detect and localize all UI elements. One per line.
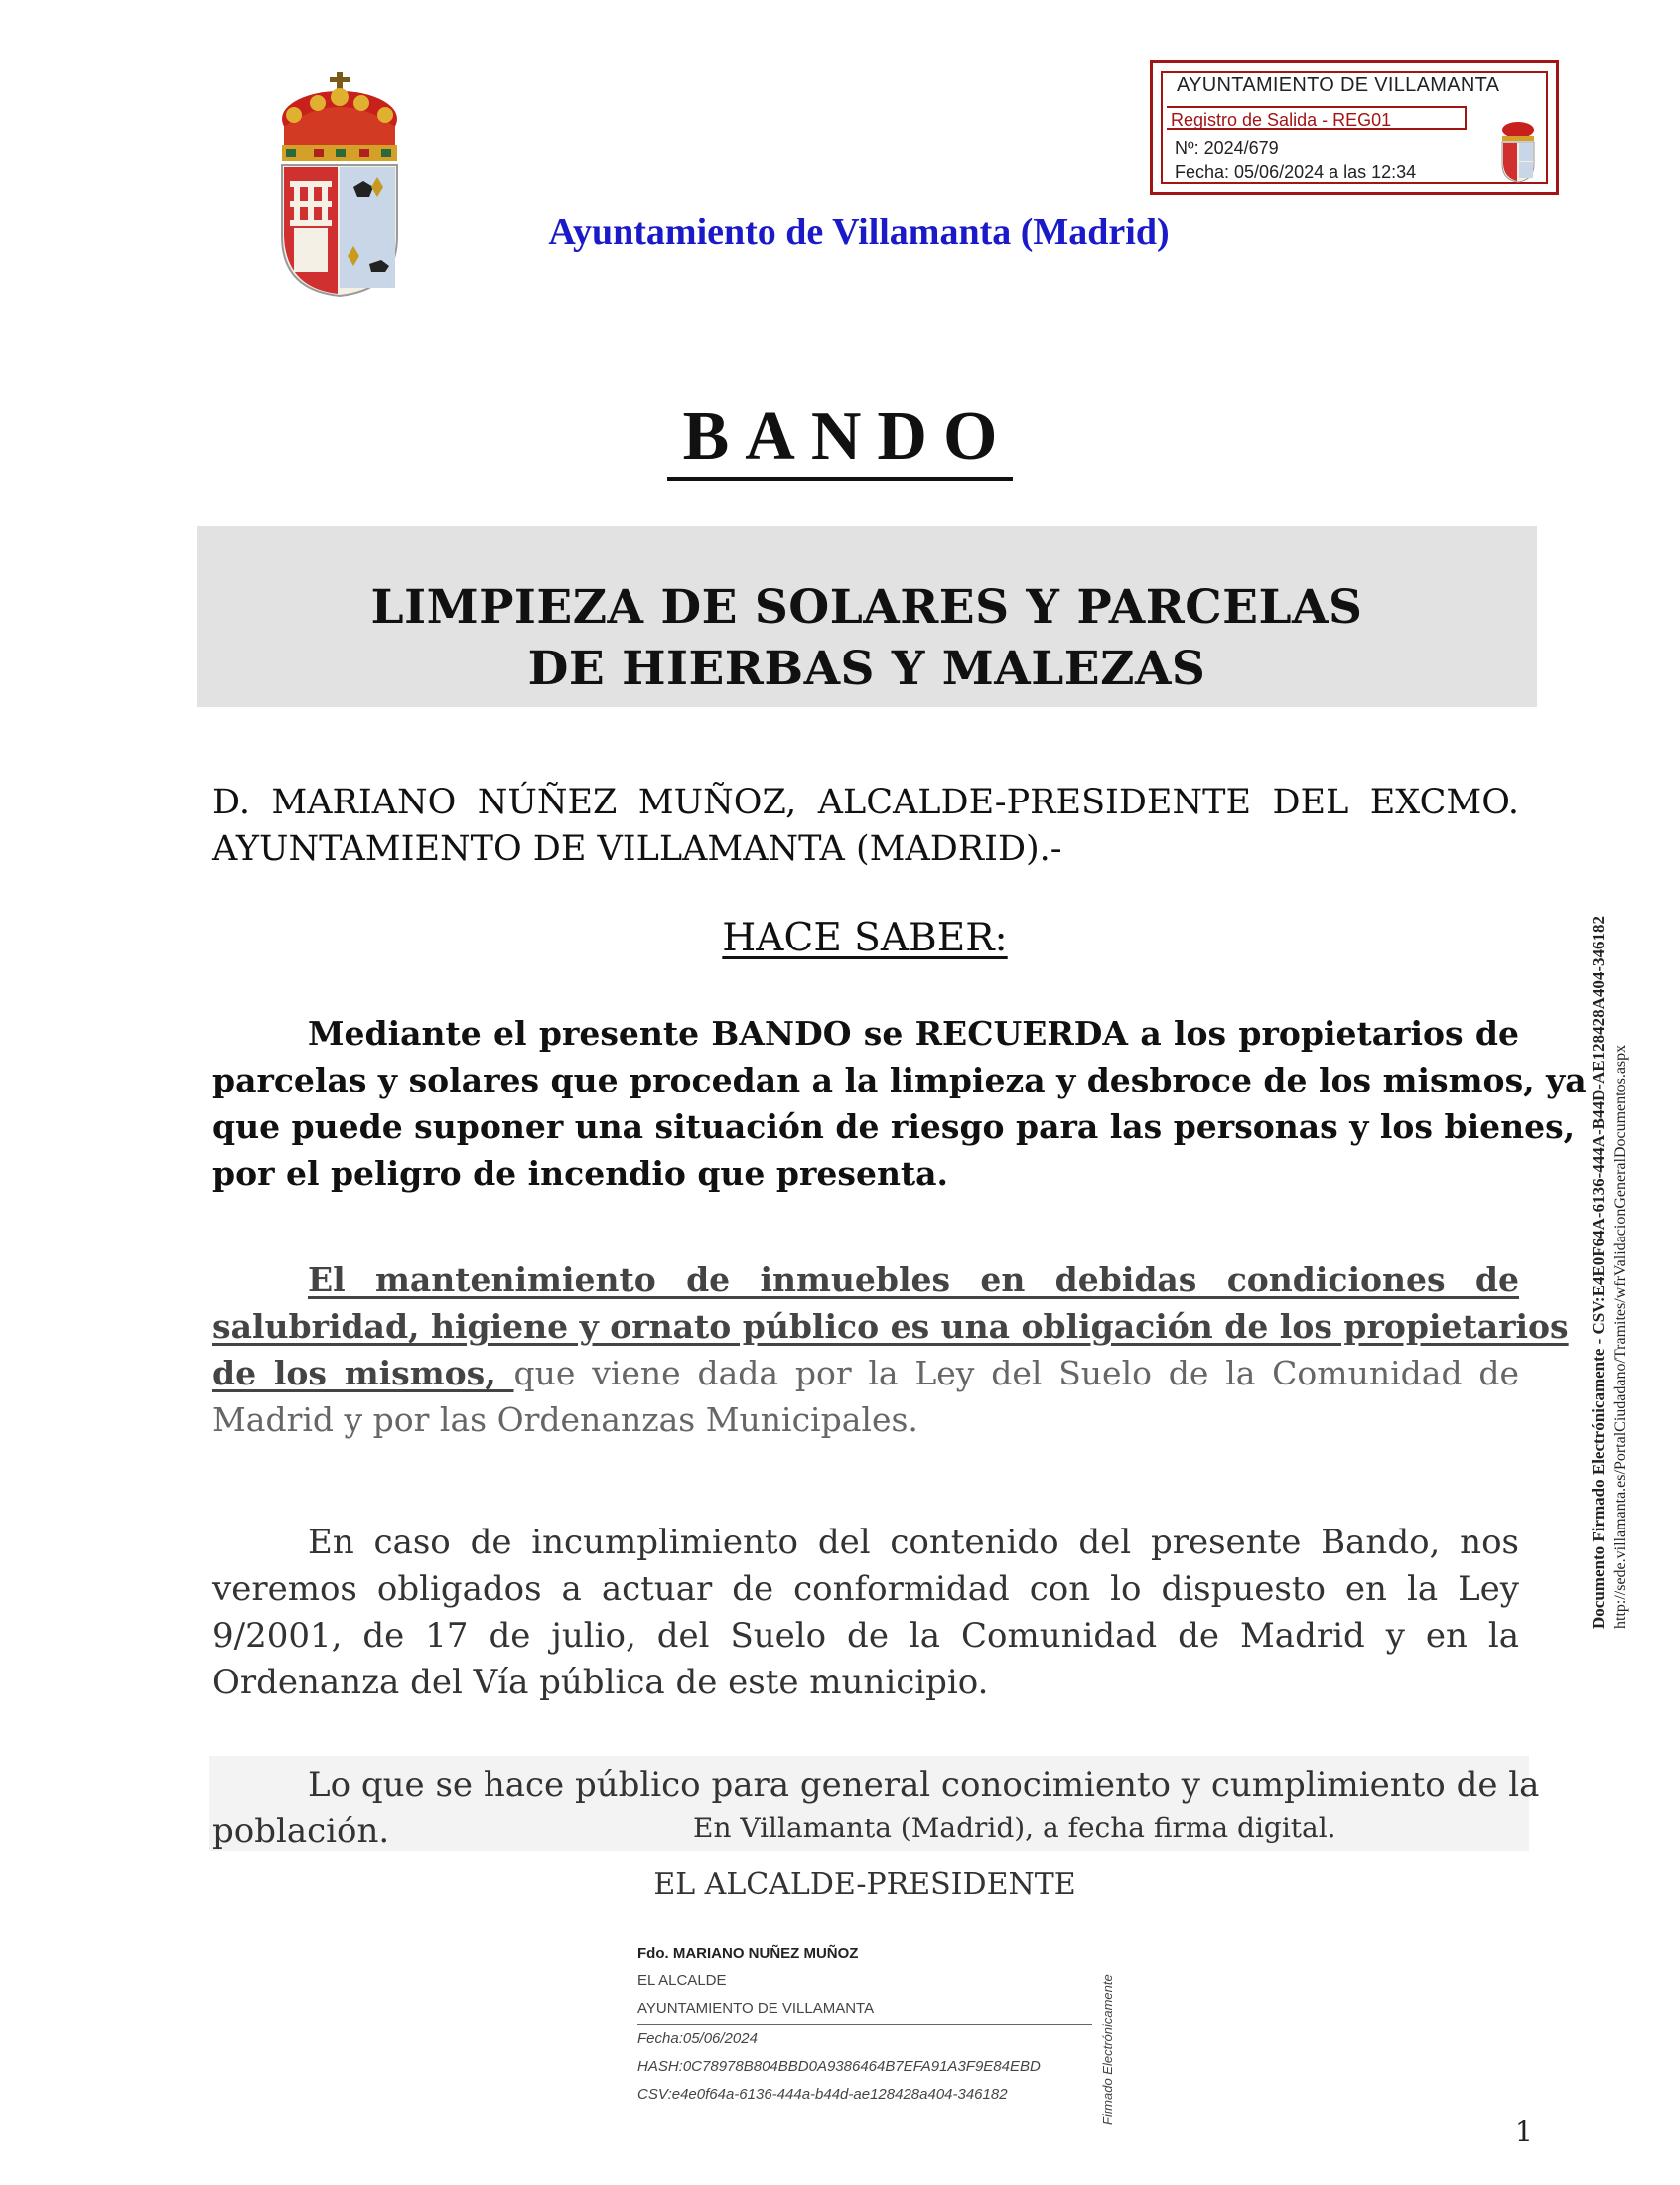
subject-line-2: DE HIERBAS Y MALEZAS — [527, 642, 1206, 696]
paragraph-line: Ordenanza del Vía pública de este municipio. — [212, 1663, 989, 1702]
signature-date: Fecha:05/06/2024 — [637, 2030, 758, 2047]
paragraph-reminder — [212, 1010, 1587, 1197]
signature-side-label: Firmado Electrónicamente — [1100, 1974, 1115, 2125]
stamp-number: Nº: 2024/679 — [1175, 138, 1279, 158]
stamp-coat-of-arms-icon — [1498, 118, 1538, 184]
registry-stamp — [1150, 60, 1559, 195]
signature-divider — [637, 2024, 1092, 2025]
signature-entity: AYUNTAMIENTO DE VILLAMANTA — [637, 2000, 875, 2017]
stamp-organization: AYUNTAMIENTO DE VILLAMANTA — [1177, 74, 1500, 96]
signature-csv: CSV:e4e0f64a-6136-444a-b44d-ae128428a404-346182 — [637, 2086, 1008, 2103]
issuer-line-2: AYUNTAMIENTO DE VILLAMANTA (MADRID).- — [212, 829, 1062, 869]
paragraph-line-emphasis: salubridad, higiene y ornato público es una obligación de los propietarios — [212, 1307, 1569, 1346]
signature-signed-by: Fdo. MARIANO NUÑEZ MUÑOZ — [637, 1945, 859, 1962]
paragraph-noncompliance — [212, 1520, 1519, 1706]
coat-of-arms-emblem — [274, 70, 405, 298]
closing-title: EL ALCALDE-PRESIDENTE — [653, 1867, 1076, 1902]
document-title-text: BANDO — [667, 398, 1014, 481]
stamp-register: Registro de Salida - REG01 — [1167, 106, 1467, 130]
issuer-paragraph — [212, 780, 1519, 873]
issuer-line-1: D. MARIANO NÚÑEZ MUÑOZ, ALCALDE-PRESIDENTE DEL EXCMO. — [212, 783, 1519, 822]
hace-saber-heading — [0, 916, 1680, 960]
paragraph-line: por el peligro de incendio que presenta. — [212, 1154, 949, 1193]
subject-box — [197, 526, 1537, 707]
stamp-date: Fecha: 05/06/2024 a las 12:34 — [1175, 162, 1417, 182]
page-number: 1 — [1515, 2115, 1533, 2148]
paragraph-line: En caso de incumplimiento del contenido del presente Bando, nos — [308, 1523, 1519, 1562]
paragraph-line: que puede suponer una situación de riesgo para las personas y los bienes, — [212, 1107, 1576, 1146]
paragraph-line: población. — [212, 1812, 390, 1851]
hace-saber-text: HACE SABER: — [722, 916, 1008, 960]
paragraph-line — [212, 1350, 1519, 1396]
signature-hash: HASH:0C78978B804BBD0A9386464B7EFA91A3F9E84EBD — [637, 2058, 1041, 2075]
paragraph-line: 9/2001, de 17 de julio, del Suelo de la Comunidad de Madrid y en la — [212, 1616, 1519, 1656]
margin-validation-url[interactable]: http://sede.villamanta.es/PortalCiudadano/Tramites/wfrValidacionGeneralDocumentos.aspx — [1612, 1044, 1629, 1629]
margin-csv-label: Documento Firmado Electrónicamente - CSV:E4E0F64A-6136-444A-B44D-AE128428A404-346182 — [1589, 915, 1608, 1629]
paragraph-fragment: que viene dada por la Ley del Suelo de la Comunidad de — [513, 1354, 1519, 1392]
place-and-date: En Villamanta (Madrid), a fecha firma digital. — [693, 1812, 1336, 1844]
paragraph-line: parcelas y solares que procedan a la limpieza y desbroce de los mismos, ya — [212, 1061, 1587, 1099]
subject-line-1: LIMPIEZA DE SOLARES Y PARCELAS — [370, 580, 1363, 635]
paragraph-line: Mediante el presente BANDO se RECUERDA a los propietarios de — [308, 1014, 1519, 1053]
paragraph-line: Lo que se hace público para general conocimiento y cumplimiento de la — [308, 1765, 1540, 1805]
municipality-header: Ayuntamiento de Villamanta (Madrid) — [548, 212, 1170, 253]
paragraph-line: Madrid y por las Ordenanzas Municipales. — [212, 1400, 918, 1439]
paragraph-emphasis-fragment: de los mismos, — [212, 1354, 514, 1392]
paragraph-line: veremos obligados a actuar de conformidad con lo dispuesto en la Ley — [212, 1569, 1519, 1609]
signature-position: EL ALCALDE — [637, 1972, 727, 1989]
paragraph-line-emphasis: El mantenimiento de inmuebles en debidas condiciones de — [308, 1260, 1519, 1299]
paragraph-obligation — [212, 1256, 1569, 1443]
document-title — [0, 397, 1680, 477]
